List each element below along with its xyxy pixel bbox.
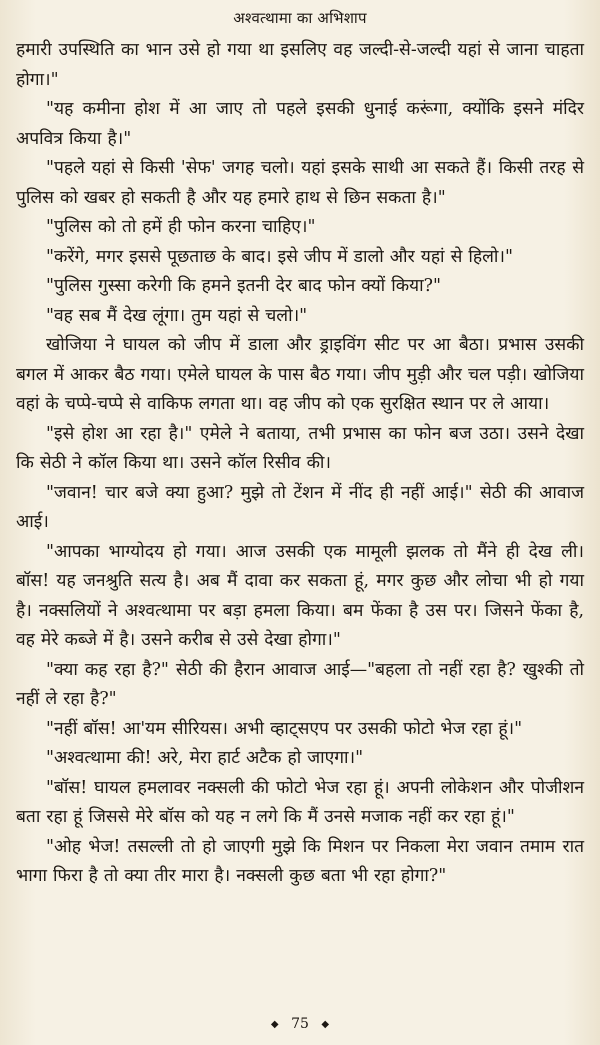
page-number: 75 (291, 1016, 309, 1032)
paragraph: "पुलिस गुस्सा करेगी कि हमने इतनी देर बाद फोन क्यों किया?" (46, 276, 441, 296)
paragraph: "पुलिस को तो हमें ही फोन करना चाहिए।" (46, 217, 316, 237)
paragraph: "नहीं बॉस! आ'यम सीरियस। अभी व्हाट्सएप पर उसकी फोटो भेज रहा हूं।" (46, 718, 523, 739)
paragraph: "ओह भेज! तसल्ली तो हो जाएगी मुझे कि मिशन पर निकला मेरा जवान तमाम रात भागा फिरा है तो क्या तीर मारा है। नक्सली कुछ बता भी रहा होगा?" (16, 836, 584, 886)
ornament-diamond-icon: ◆ (270, 1019, 279, 1030)
paragraph: खोजिया ने घायल को जीप में डाला और ड्राइविंग सीट पर आ बैठा। प्रभास उसकी बगल में आकर बैठ गया। एमेले घायल के पास बैठ गया। जीप मुड़ी और चल पड़ी। खोजिया वहां के चप्पे-चप्पे से वाकिफ लगता था। वह जीप को एक सुरक्षित स्थान पर ले आया। (16, 335, 584, 414)
body-text (16, 36, 584, 892)
paragraph: "बॉस! घायल हमलावर नक्सली की फोटो भेज रहा हूं। अपनी लोकेशन और पोजीशन बता रहा हूं जिससे मेरे बॉस को यह न लगे कि मैं उनसे मजाक नहीं कर रहा हूं।" (16, 777, 584, 827)
paragraph: "वह सब मैं देख लूंगा। तुम यहां से चलो।" (46, 305, 308, 326)
paragraph: "यह कमीना होश में आ जाए तो पहले इसकी धुनाई करूंगा, क्योंकि इसने मंदिर अपवित्र किया है।" (16, 99, 584, 149)
paragraph: "करेंगे, मगर इससे पूछताछ के बाद। इसे जीप में डालो और यहां से हिलो।" (46, 246, 513, 267)
page-folio (0, 1014, 600, 1035)
paragraph: "जवान! चार बजे क्या हुआ? मुझे तो टेंशन में नींद ही नहीं आई।" सेठी की आवाज आई। (16, 482, 584, 532)
paragraph: "क्या कह रहा है?" सेठी की हैरान आवाज आई—"बहला तो नहीं रहा है? खुश्की तो नहीं ले रहा है?" (16, 659, 584, 709)
paragraph: हमारी उपस्थिति का भान उसे हो गया था इसलिए वह जल्दी-से-जल्दी यहां से जाना चाहता होगा।" (16, 40, 584, 90)
paragraph: "अश्वत्थामा की! अरे, मेरा हार्ट अटैक हो जाएगा।" (46, 748, 364, 768)
ornament-diamond-icon: ◆ (321, 1019, 330, 1030)
running-head: अश्वत्थामा का अभिशाप (233, 9, 367, 27)
paragraph: "पहले यहां से किसी 'सेफ' जगह चलो। यहां इसके साथी आ सकते हैं। किसी तरह से पुलिस को खबर हो सकती है और यह हमारे हाथ से छिन सकता है।" (16, 158, 584, 208)
paragraph: "आपका भाग्योदय हो गया। आज उसकी एक मामूली झलक तो मैंने ही देख ली। बॉस! यह जनश्रुति सत्य है। अब मैं दावा कर सकता हूं, मगर कुछ और लोचा भी हो गया है। नक्सलियों ने अश्वत्थामा पर बड़ा हमला किया। बम फेंका है उस पर। जिसने फेंका है, वह मेरे कब्जे में है। उसने करीब से उसे देखा होगा।" (16, 541, 584, 650)
paragraph: "इसे होश आ रहा है।" एमेले ने बताया, तभी प्रभास का फोन बज उठा। उसने देखा कि सेठी ने कॉल किया था। उसने कॉल रिसीव की। (16, 423, 584, 473)
